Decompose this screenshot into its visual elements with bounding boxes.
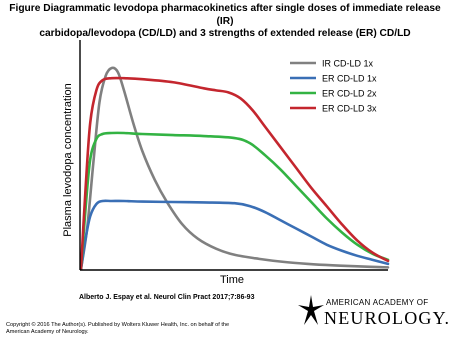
citation: Alberto J. Espay et al. Neurol Clin Pract 2017;7:86-93 [79, 294, 255, 301]
logo-bird-icon [296, 293, 326, 327]
legend-item-4 [290, 104, 377, 114]
legend-label-4: ER CD-LD 3x [322, 103, 377, 114]
title-line-1: Figure Diagrammatic levodopa pharmacokinetics after single doses of immediate release (IR) [9, 3, 441, 27]
legend-label-2: ER CD-LD 1x [322, 73, 377, 84]
legend-item-2 [290, 74, 377, 84]
copyright [6, 322, 229, 336]
logo-top-text: AMERICAN ACADEMY OF [326, 298, 429, 307]
legend-item-1 [290, 59, 374, 69]
x-axis-label: Time [219, 274, 245, 286]
copyright-line-1: Copyright © 2016 The Author(s). Published by Wolters Kluwer Health, Inc. on behalf of the [6, 322, 230, 328]
y-axis-label: Plasma levodopa concentration [62, 83, 74, 237]
logo-main-text: NEUROLOGY. [324, 308, 450, 328]
copyright-line-2: American Academy of Neurology. [6, 328, 89, 335]
title-line-2: carbidopa/levodopa (CD/LD) and 3 strengths of extended release (ER) CD/LD [39, 28, 411, 39]
legend-label-3: ER CD-LD 2x [322, 88, 377, 99]
aan-logo [290, 292, 450, 332]
legend-label-1: IR CD-LD 1x [322, 58, 374, 69]
legend [290, 59, 377, 114]
legend-item-3 [290, 89, 377, 99]
series-line-2 [81, 201, 388, 269]
